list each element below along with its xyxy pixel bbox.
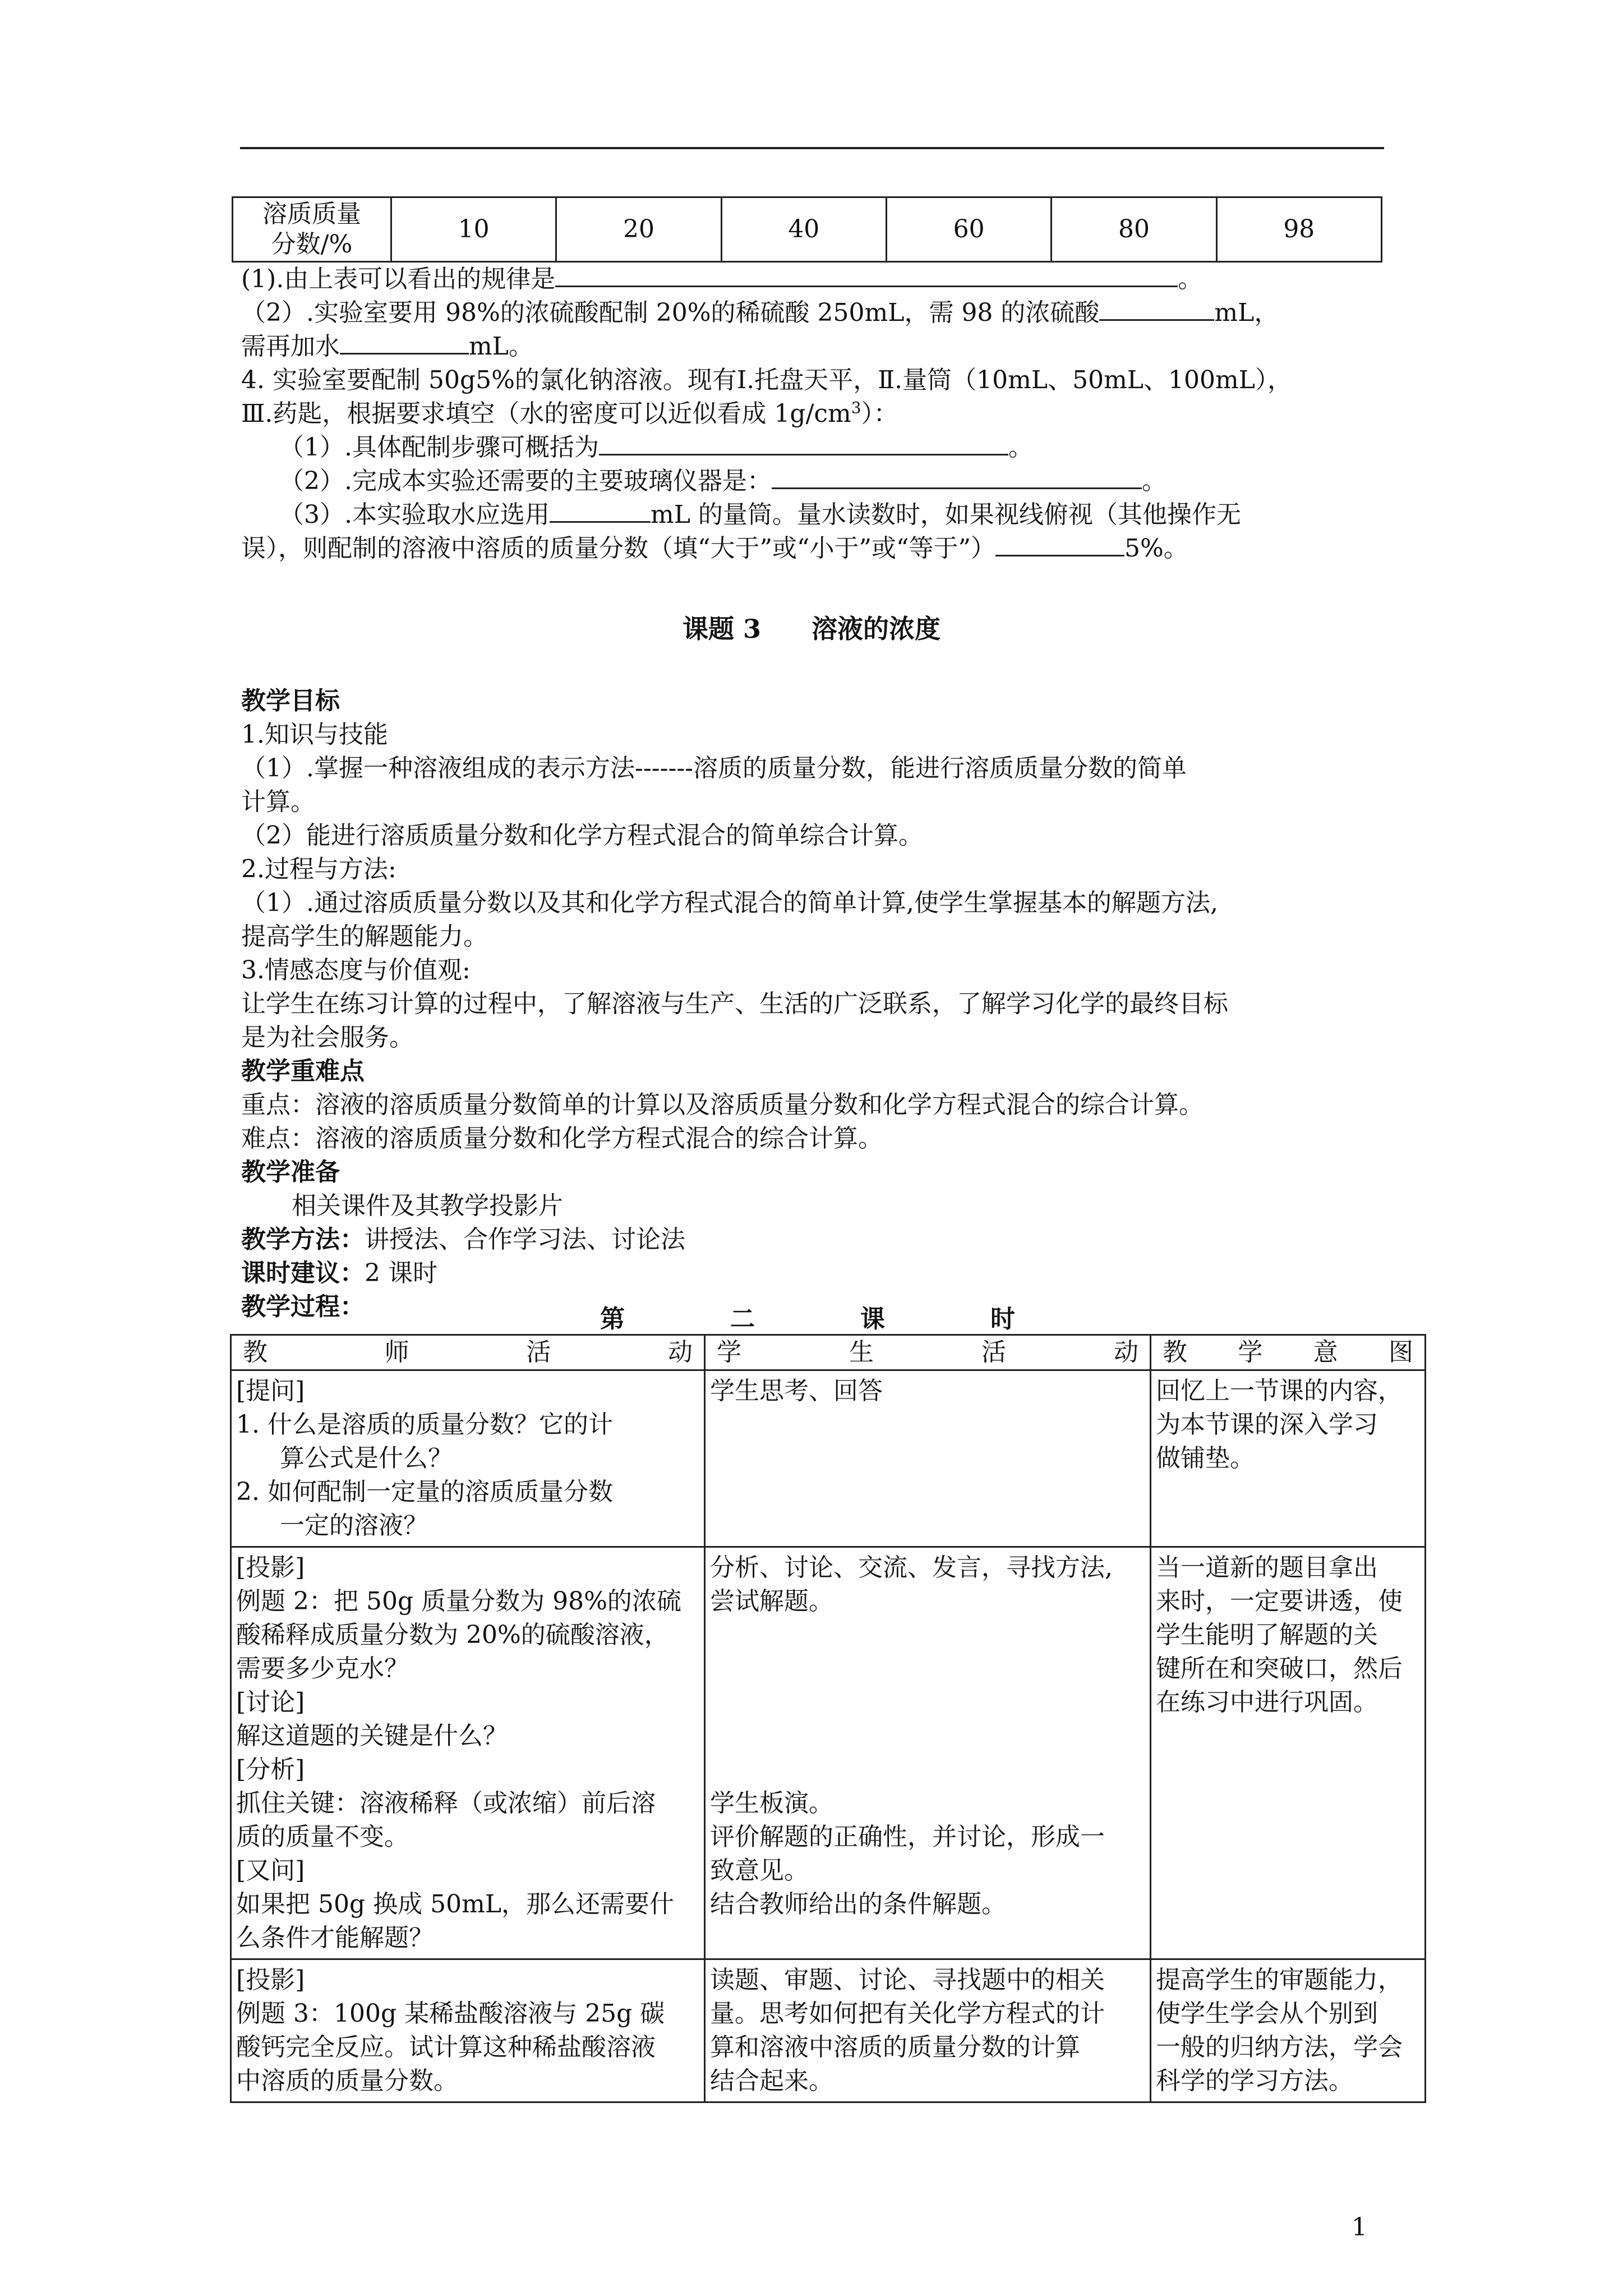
header-teacher: 教 师 活 动 <box>231 1335 705 1370</box>
lesson-table <box>230 1334 1426 2103</box>
goals-emotion-1a: 让学生在练习计算的过程中，了解溶液与生产、生活的广泛联系，了解学习化学的最终目标 <box>241 990 1228 1018</box>
question-2-line-2: 需再加水 mL。 <box>241 330 533 364</box>
process-heading: 教学过程： <box>241 1292 365 1321</box>
answer-blank[interactable] <box>550 499 651 523</box>
concentration-table <box>232 196 1382 263</box>
answer-blank[interactable] <box>1099 297 1214 321</box>
header-intent: 教 学 意 图 <box>1151 1335 1426 1370</box>
student-cell: 学生思考、回答 <box>705 1370 1151 1547</box>
table-cell: 10 <box>391 197 556 262</box>
question-2-line-1: （2）.实验室要用 98%的浓硫酸配制 20%的稀硫酸 250mL，需 98 的浓硫酸 mL， <box>241 296 1279 330</box>
prep-heading: 教学准备 <box>241 1158 340 1186</box>
teaching-method: 教学方法：讲授法、合作学习法、讨论法 <box>241 1225 685 1254</box>
intent-cell: 当一道新的题目拿出 来时，一定要讲透，使 学生能明了解题的关 键所在和突破口，然后 在练习中进行巩固。 <box>1151 1547 1426 1959</box>
table-row <box>231 1959 1426 2102</box>
header-student: 学 生 活 动 <box>705 1335 1151 1370</box>
table-cell: 98 <box>1216 197 1381 262</box>
difficult-point: 难点：溶液的溶质质量分数和化学方程式混合的综合计算。 <box>241 1124 883 1153</box>
student-cell: 读题、审题、讨论、寻找题中的相关 量。思考如何把有关化学方程式的计 算和溶液中溶质的质量分数的计算 结合起来。 <box>705 1959 1151 2102</box>
answer-blank[interactable] <box>599 431 1008 455</box>
teacher-cell: [提问] 1. 什么是溶质的质量分数？它的计 算公式是什么？ 2. 如何配制一定量的溶质质量分数 一定的溶液？ <box>231 1370 705 1547</box>
key-point: 重点：溶液的溶质质量分数简单的计算以及溶质质量分数和化学方程式混合的综合计算。 <box>241 1091 1204 1119</box>
goals-process-title: 2.过程与方法: <box>241 855 396 884</box>
question-4-step-1: （1）.具体配制步骤可概括为 。 <box>241 431 1033 464</box>
lesson-title: 第 二 课 时 <box>600 1305 1015 1333</box>
intent-cell: 回忆上一节课的内容， 为本节课的深入学习 做铺垫。 <box>1151 1370 1426 1547</box>
teacher-cell: [投影] 例题 3：100g 某稀盐酸溶液与 25g 碳 酸钙完全反应。试计算这种稀盐酸溶液 中溶质的质量分数。 <box>231 1959 705 2102</box>
table-row <box>233 197 1382 262</box>
table-row <box>231 1370 1426 1547</box>
goals-knowledge-title: 1.知识与技能 <box>241 720 388 749</box>
answer-blank[interactable] <box>995 532 1124 556</box>
question-4-step-3: （3）.本实验取水应选用 mL 的量筒。量水读数时，如果视线俯视（其他操作无 <box>241 498 1241 532</box>
goals-knowledge-1b: 计算。 <box>241 788 315 816</box>
table-header-cell: 溶质质量 分数/% <box>233 197 391 262</box>
goals-emotion-title: 3.情感态度与价值观: <box>241 956 471 984</box>
table-cell: 20 <box>556 197 721 262</box>
key-points-heading: 教学重难点 <box>241 1057 365 1085</box>
table-header-row <box>231 1335 1426 1370</box>
answer-blank[interactable] <box>555 263 1178 287</box>
intent-cell: 提高学生的审题能力， 使学生学会从个别到 一般的归纳方法，学会 科学的学习方法。 <box>1151 1959 1426 2102</box>
question-1: (1).由上表可以看出的规律是 。 <box>241 263 1202 296</box>
question-4-line-2: Ⅲ.药匙，根据要求填空（水的密度可以近似看成 $1g/cm^3$）： <box>241 398 898 428</box>
table-cell: 40 <box>721 197 886 262</box>
table-row <box>231 1547 1426 1959</box>
goals-process-1b: 提高学生的解题能力。 <box>241 922 488 951</box>
student-cell: 分析、讨论、交流、发言，寻找方法, 尝试解题。 学生板演。 评价解题的正确性，并讨论，形成一 致意见。 结合教师给出的条件解题。 <box>705 1547 1151 1959</box>
goals-emotion-1b: 是为社会服务。 <box>241 1023 414 1052</box>
class-hours: 课时建议：2 课时 <box>241 1259 437 1287</box>
goals-heading: 教学目标 <box>241 687 340 715</box>
answer-blank[interactable] <box>340 330 469 355</box>
prep-text: 相关课件及其教学投影片 <box>292 1191 563 1220</box>
question-4-step-3-cont: 误），则配制的溶液中溶质的质量分数（填“大于”或“小于”或“等于”） 5%。 <box>241 532 1188 565</box>
table-cell: 80 <box>1052 197 1216 262</box>
section-title: 课题 3 溶液的浓度 <box>682 614 941 644</box>
teacher-cell: [投影] 例题 2：把 50g 质量分数为 98%的浓硫 酸稀释成质量分数为 20%的硫酸溶液， 需要多少克水？ [讨论] 解这道题的关键是什么？ [分析] 抓住关键：溶液稀释（或浓缩）前后溶 质的质量不变。 [又问] 如果把 50g 换成 50mL，那么还需要什 么条件才能解题？ <box>231 1547 705 1959</box>
question-4-line-1: 4. 实验室要配制 50g5%的氯化钠溶液。现有Ⅰ.托盘天平，Ⅱ.量筒（10mL、50mL、100mL）， <box>241 366 1292 394</box>
page-number: 1 <box>1352 2213 1367 2242</box>
header-rule <box>240 147 1384 149</box>
goals-knowledge-1a: （1）.掌握一种溶液组成的表示方法-------溶质的质量分数，能进行溶质质量分数的简单 <box>241 754 1187 783</box>
goals-process-1a: （1）.通过溶质质量分数以及其和化学方程式混合的简单计算,使学生掌握基本的解题方法, <box>241 889 1218 917</box>
goals-knowledge-2: （2）能进行溶质质量分数和化学方程式混合的简单综合计算。 <box>241 821 923 850</box>
answer-blank[interactable] <box>772 465 1142 489</box>
question-4-step-2: （2）.完成本实验还需要的主要玻璃仪器是： 。 <box>241 464 1166 498</box>
table-cell: 60 <box>886 197 1051 262</box>
